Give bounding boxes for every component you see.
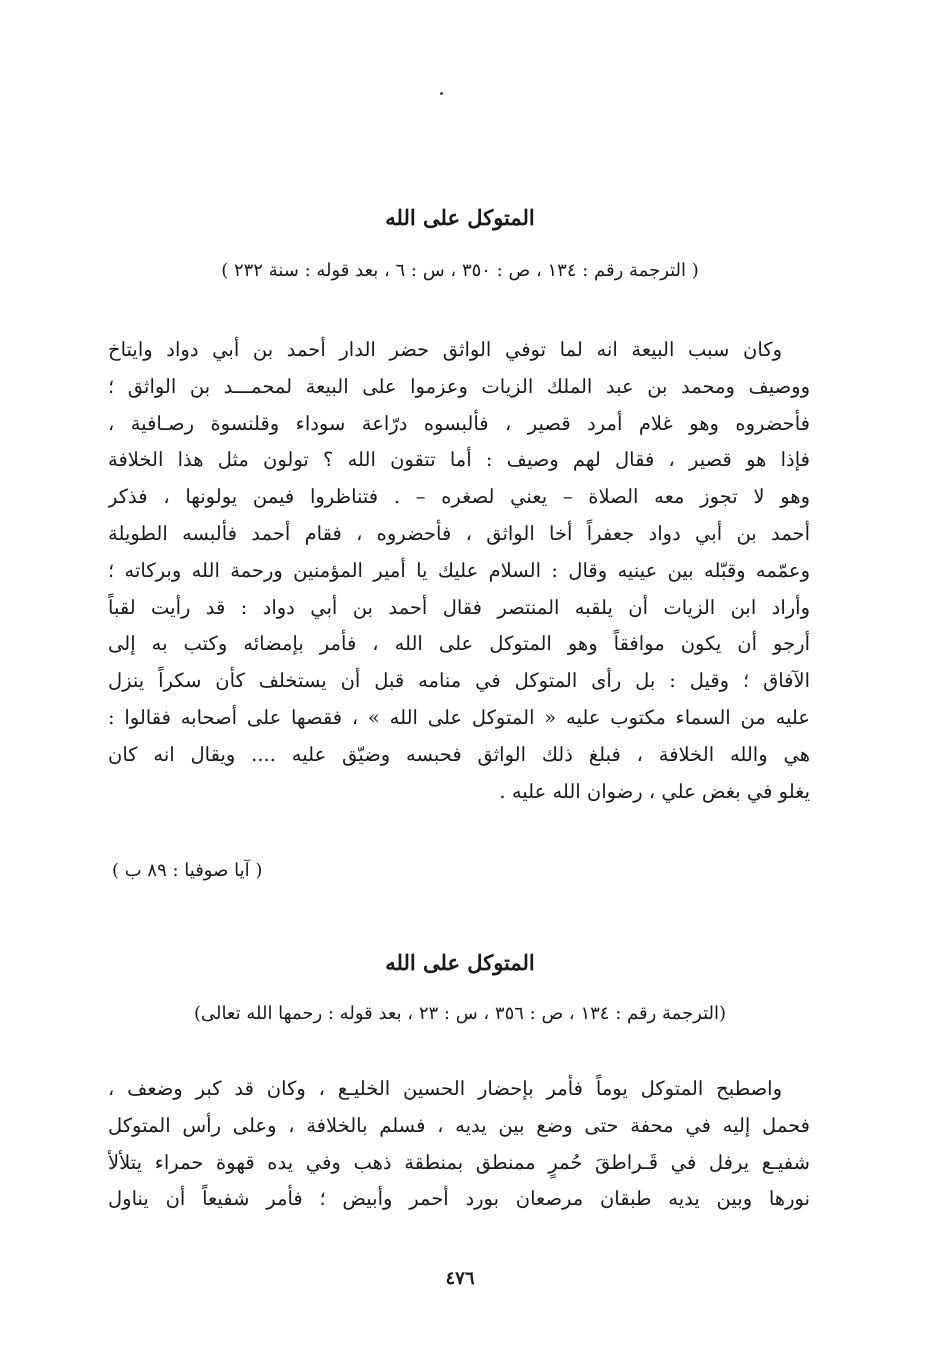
text-line: وعمّمه وقبّله بين عينيه وقال : السلام عليك يا أمير المؤمنين ورحمة الله وبركاته ؛: [108, 558, 810, 582]
text-line: فأحضروه وهو غلام أمرد قصير ، فألبسوه درّاعة سوداء وقلنسوة رصـافية ،: [108, 411, 810, 435]
text-line: هي والله الخلافة ، فبلغ ذلك الواثق فحبسه وضيّق عليه .... ويقال انه كان: [108, 742, 810, 766]
text-line: الآفاق ؛ وقيل : بل رأى المتوكل في منامه قبل أن يستخلف كأن سكراً ينزل: [108, 669, 810, 693]
text-line: ووصيف ومحمد بن عبد الملك الزيات وعزموا على البيعة لمحمـــد بن الواثق ؛: [108, 374, 810, 398]
source-citation: ( آيا صوفيا : ٨٩ ب ): [112, 860, 263, 881]
section-2-body: [108, 1071, 810, 1218]
section-1-reference: ( الترجمة رقم : ١٣٤ ، ص : ٣٥٠ ، س : ٦ ، بعد قوله : سنة ٢٣٢ ): [221, 260, 699, 281]
text-line: أحمد بن أبي دواد جعفراً أخا الواثق ، فأحضروه ، فقام أحمد فألبسه الطويلة: [108, 521, 810, 545]
text-line: فإذا هو قصير ، فقال لهم وصيف : أما تتقون الله ؟ تولون مثل هذا الخلافة: [108, 448, 810, 472]
text-line: واصطبح المتوكل يوماً فأمر بإحضار الحسين الخليـع ، وكان قد كبر وضعف ،: [108, 1077, 782, 1100]
text-line: وهو لا تجوز معه الصلاة – يعني لصغره – . فتناظروا فيمن يولونها ، فذكر: [108, 485, 810, 509]
text-line: شفيـع يرفل في قَـراطقَ حُمرٍ ممنطق بمنطقة ذهب وفي يده قهوة حمراء يتلألأ: [108, 1150, 810, 1174]
text-line: وأراد ابن الزيات أن يلقبه المنتصر فقال أحمد بن أبي دواد : قد رأيت لقباً: [108, 595, 810, 619]
page-number: ٤٧٦: [445, 1268, 475, 1289]
section-2-reference: (الترجمة رقم : ١٣٤ ، ص : ٣٥٦ ، س : ٢٣ ، بعد قوله : رحمها الله تعالى): [193, 1003, 727, 1024]
text-line: فحمل إليه في محفة حتى وضع بين يديه ، فسلم بالخلافة ، وعلى رأس المتوكل: [108, 1113, 810, 1137]
section-1-body: [108, 332, 810, 810]
section-1-heading: المتوكل على الله: [385, 205, 535, 230]
page-speck: [440, 92, 443, 95]
text-line: عليه من السماء مكتوب عليه « المتوكل على الله » ، فقصها على أصحابه فقالوا :: [108, 705, 810, 729]
section-2-heading: المتوكل على الله: [385, 950, 535, 975]
text-line: نورها وبين يديه طبقان مرصعان بورد أحمر وأبيض ؛ فأمر شفيعاً أن يناول: [108, 1187, 810, 1211]
text-line: وكان سبب البيعة انه لما توفي الواثق حضر الدار أحمد بن أبي دواد وايتاخ: [108, 338, 782, 361]
text-line: يغلو في بغض علي ، رضوان الله عليه .: [499, 779, 810, 803]
text-line: أرجو أن يكون موافقاً وهو المتوكل على الله ، فأمر بإمضائه وكتب به إلى: [108, 632, 810, 656]
